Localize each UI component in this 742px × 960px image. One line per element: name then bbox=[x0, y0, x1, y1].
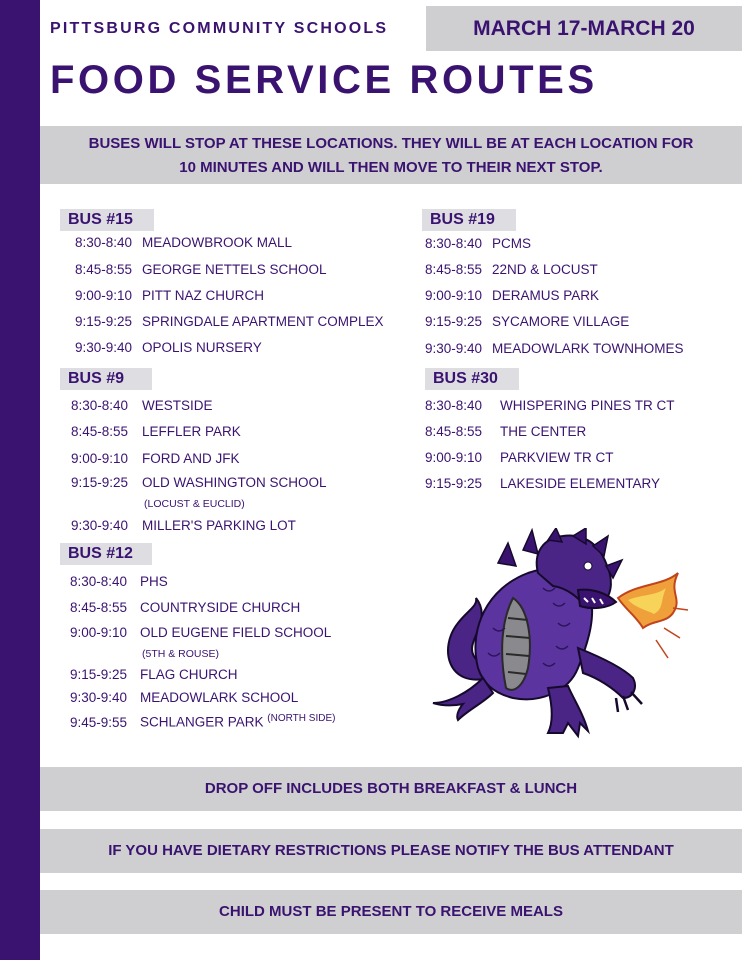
stop-place: DERAMUS PARK bbox=[492, 288, 600, 303]
stop-place: GEORGE NETTELS SCHOOL bbox=[142, 262, 327, 277]
stop-time: 9:15-9:25 bbox=[425, 476, 483, 491]
bus-12-stop bbox=[70, 667, 238, 682]
stop-time: 9:15-9:25 bbox=[71, 475, 129, 490]
stop-time: 8:30-8:40 bbox=[425, 398, 483, 413]
bus-30-stop bbox=[425, 450, 614, 465]
bus-9-stop bbox=[71, 451, 240, 466]
stop-place: SPRINGDALE APARTMENT COMPLEX bbox=[142, 314, 384, 329]
stop-place: COUNTRYSIDE CHURCH bbox=[140, 600, 301, 615]
notice-banner bbox=[40, 126, 742, 184]
bus-15-label: BUS #15 bbox=[60, 209, 154, 231]
stop-time: 8:45-8:55 bbox=[425, 262, 483, 277]
stop-time: 8:30-8:40 bbox=[425, 236, 483, 251]
bus-15-stop bbox=[75, 288, 264, 303]
stop-place: WESTSIDE bbox=[142, 398, 213, 413]
stop-place: OPOLIS NURSERY bbox=[142, 340, 262, 355]
stop-time: 9:00-9:10 bbox=[425, 450, 483, 465]
date-box bbox=[426, 6, 742, 51]
footer-banner-child bbox=[40, 890, 742, 934]
bus-12-stop bbox=[70, 690, 298, 705]
stop-time: 8:30-8:40 bbox=[70, 574, 128, 589]
left-accent-bar bbox=[0, 0, 40, 960]
bus-9-stop bbox=[71, 475, 327, 490]
stop-time: 8:45-8:55 bbox=[71, 424, 129, 439]
notice-line-2: 10 MINUTES AND WILL THEN MOVE TO THEIR NEXT STOP. bbox=[179, 159, 603, 176]
stop-time: 9:45-9:55 bbox=[70, 714, 128, 730]
stop-place: MEADOWBROOK MALL bbox=[142, 235, 293, 250]
stop-place: 22ND & LOCUST bbox=[492, 262, 598, 277]
stop-place: SYCAMORE VILLAGE bbox=[492, 314, 630, 329]
stop-time: 9:30-9:40 bbox=[71, 518, 129, 533]
bus-30-stop bbox=[425, 424, 586, 439]
stop-time: 9:30-9:40 bbox=[75, 340, 133, 355]
bus-12-stop bbox=[70, 625, 331, 640]
stop-place: SCHLANGER PARK bbox=[140, 714, 264, 730]
stop-time: 8:30-8:40 bbox=[75, 235, 133, 250]
stop-time: 9:00-9:10 bbox=[75, 288, 133, 303]
bus-19-stop bbox=[425, 262, 598, 277]
stop-place: MILLER'S PARKING LOT bbox=[142, 518, 296, 533]
stop-time: 9:15-9:25 bbox=[70, 667, 128, 682]
bus-9-stop bbox=[71, 518, 296, 533]
footer-banner-dietary bbox=[40, 829, 742, 873]
bus-30-stop bbox=[425, 398, 675, 413]
bus-19-stop bbox=[425, 288, 599, 303]
bus-12-stop bbox=[70, 574, 168, 589]
stop-time: 8:45-8:55 bbox=[70, 600, 128, 615]
footer-text-child: CHILD MUST BE PRESENT TO RECEIVE MEALS bbox=[219, 903, 563, 920]
bus-15-stop bbox=[75, 340, 262, 355]
stop-time: 8:45-8:55 bbox=[425, 424, 483, 439]
stop-place: LAKESIDE ELEMENTARY bbox=[500, 476, 661, 491]
footer-text-meals: DROP OFF INCLUDES BOTH BREAKFAST & LUNCH bbox=[204, 780, 578, 797]
stop-place: FLAG CHURCH bbox=[140, 667, 238, 682]
stop-note: (NORTH SIDE) bbox=[267, 713, 336, 724]
bus-19-stop bbox=[425, 314, 629, 329]
stop-place: THE CENTER bbox=[500, 424, 587, 439]
footer-banner-meals bbox=[40, 767, 742, 811]
stop-place: MEADOWLARK SCHOOL bbox=[140, 690, 299, 705]
org-name: PITTSBURG COMMUNITY SCHOOLS bbox=[50, 20, 389, 37]
stop-time: 9:30-9:40 bbox=[70, 690, 128, 705]
bus-30-label: BUS #30 bbox=[425, 368, 519, 390]
stop-time: 9:00-9:10 bbox=[70, 625, 128, 640]
bus-9-stop bbox=[71, 424, 241, 439]
bus-12-label: BUS #12 bbox=[60, 543, 152, 565]
stop-place: OLD EUGENE FIELD SCHOOL bbox=[140, 625, 332, 640]
bus-19-stop bbox=[425, 236, 531, 251]
stop-time: 9:00-9:10 bbox=[71, 451, 129, 466]
bus-15-stop bbox=[75, 262, 327, 277]
stop-note: (LOCUST & EUCLID) bbox=[144, 498, 245, 510]
stop-place: LEFFLER PARK bbox=[142, 424, 241, 439]
bus-9-stop bbox=[71, 398, 213, 413]
bus-12-stop bbox=[70, 600, 300, 615]
stop-place: PITT NAZ CHURCH bbox=[142, 288, 265, 303]
stop-time: 9:15-9:25 bbox=[425, 314, 483, 329]
stop-note: (5TH & ROUSE) bbox=[142, 648, 220, 660]
stop-time: 8:45-8:55 bbox=[75, 262, 133, 277]
stop-place: PCMS bbox=[492, 236, 532, 251]
bus-15-stop bbox=[75, 314, 384, 329]
bus-15-stop bbox=[75, 235, 292, 250]
stop-time: 9:30-9:40 bbox=[425, 341, 483, 356]
dragon-mascot-icon bbox=[428, 528, 690, 748]
date-range: MARCH 17-MARCH 20 bbox=[473, 17, 695, 40]
bus-9-label: BUS #9 bbox=[60, 368, 152, 390]
stop-time: 9:15-9:25 bbox=[75, 314, 133, 329]
stop-place: PARKVIEW TR CT bbox=[500, 450, 614, 465]
stop-place: MEADOWLARK TOWNHOMES bbox=[492, 341, 684, 356]
stop-place: FORD AND JFK bbox=[142, 451, 240, 466]
stop-time: 8:30-8:40 bbox=[71, 398, 129, 413]
bus-30-stop bbox=[425, 476, 660, 491]
stop-place: PHS bbox=[140, 574, 168, 589]
bus-19-label: BUS #19 bbox=[422, 209, 516, 231]
stop-place: OLD WASHINGTON SCHOOL bbox=[142, 475, 327, 490]
stop-place: WHISPERING PINES TR CT bbox=[500, 398, 675, 413]
page-title: FOOD SERVICE ROUTES bbox=[50, 58, 598, 102]
notice-line-1: BUSES WILL STOP AT THESE LOCATIONS. THEY WILL BE AT EACH LOCATION FOR bbox=[88, 135, 694, 152]
footer-text-dietary: IF YOU HAVE DIETARY RESTRICTIONS PLEASE NOTIFY THE BUS ATTENDANT bbox=[108, 842, 674, 859]
stop-time: 9:00-9:10 bbox=[425, 288, 483, 303]
bus-19-stop bbox=[425, 341, 684, 356]
bus-12-stop bbox=[70, 713, 335, 730]
